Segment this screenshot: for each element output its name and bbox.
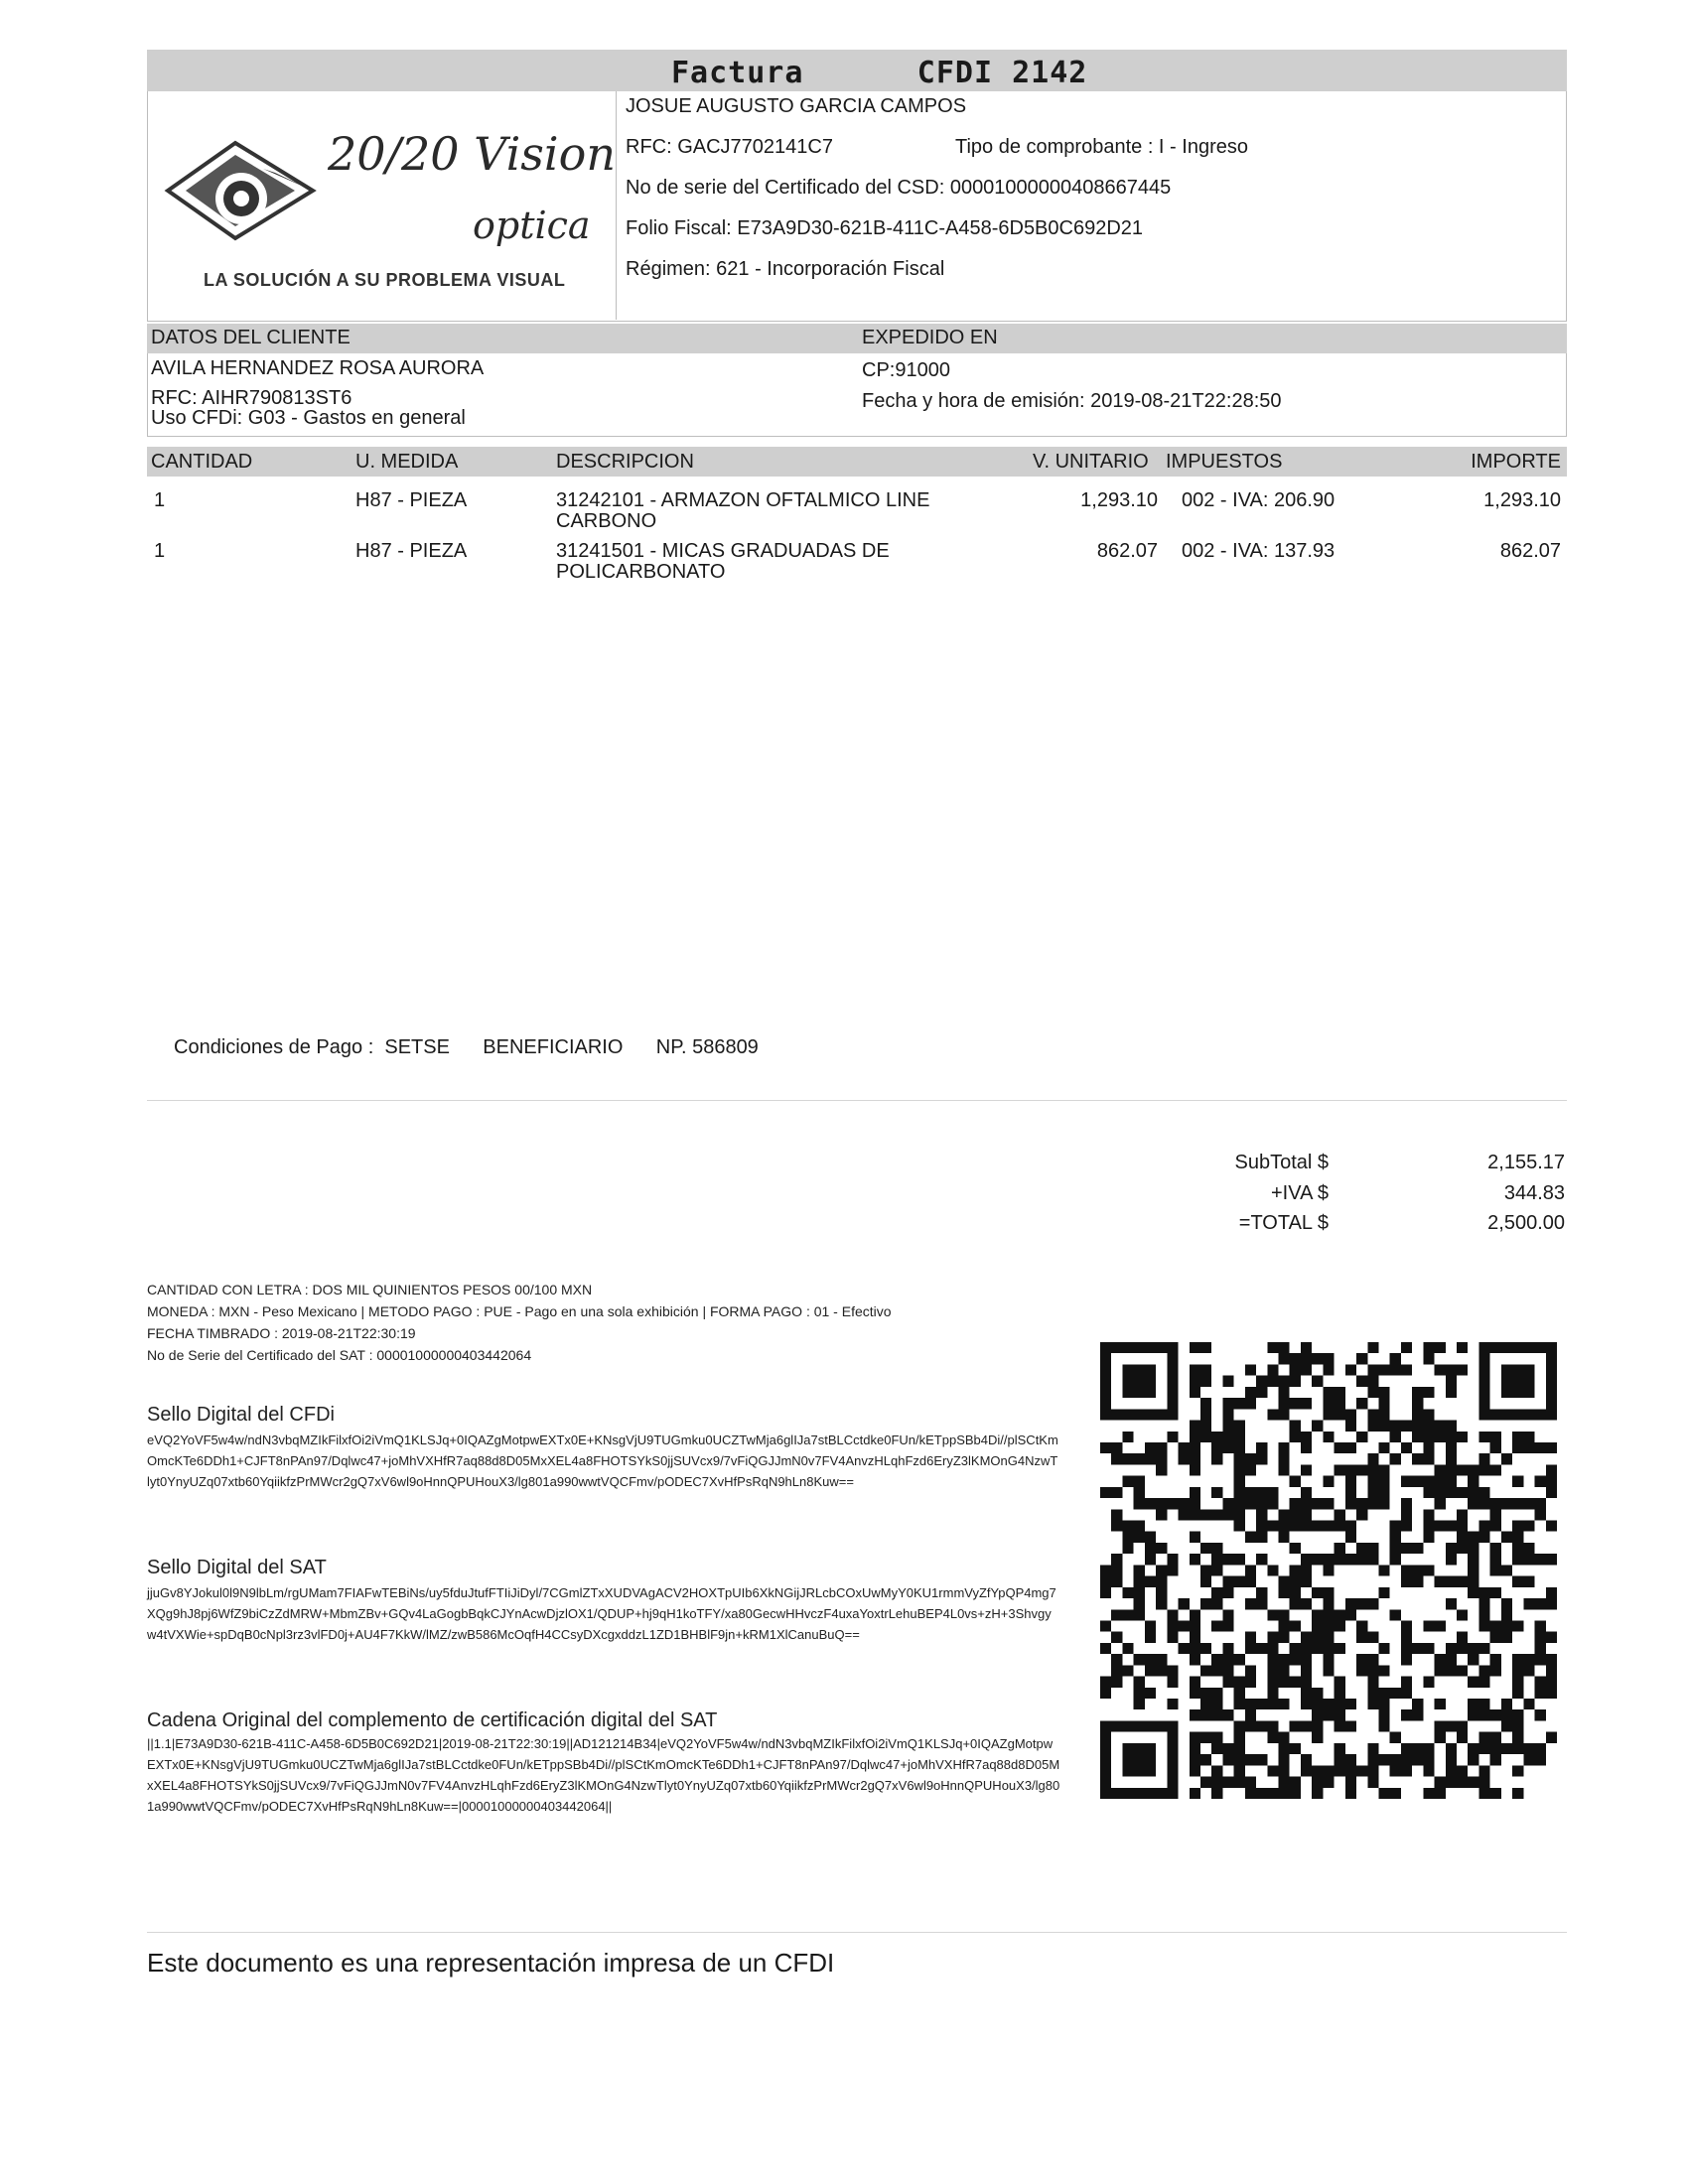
total-value: 2,500.00 <box>1487 1212 1565 1234</box>
subtotal-value: 2,155.17 <box>1487 1152 1565 1173</box>
total-label: =TOTAL $ <box>1238 1212 1329 1234</box>
row1-desc: 31242101 - ARMAZON OFTALMICO LINE <box>556 489 930 511</box>
cadena-value: ||1.1|E73A9D30-621B-411C-A458-6D5B0C692D21|2019-08-21T22:30:19||AD121214B34|eVQ2YoVF5w4w/ndN3vbqMZIkFilxfOi2iVmQ1KLSJq+0IQAZgMotpwEXTx0E+KNsgVjU9TUGmku0UCZTwMja6glIJa7stBLCctdke0FUn/kETppSBb4Di//plSCtKmOmcKTe6DDh1+CJFT8nPAn97/Dqlwc47+joMhVXHfR7aq88d8D05MxXEL4a8FHOTSYkS0jjSUVcx9/7vFiQGJJmN0v7FV4AnvzHLqhFzd6EryZ3lKMOnG4NzwTlyt0YnyUZq07xtb60YqiikfzPrMWcr2gQ7xV6wl9oHnnQPUHouX3/lg801a990wwtVQCFmv/pODEC7XvHfPsRqN9hLn8Kuw==|00001000000403442064|| <box>147 1736 1060 1814</box>
payment-conditions: Condiciones de Pago : SETSE BENEFICIARIO NP. 586809 <box>174 1036 759 1058</box>
qr-code-icon <box>1100 1342 1557 1799</box>
issuer-rfc: RFC: GACJ7702141C7 <box>626 136 833 158</box>
row2-unidad: H87 - PIEZA <box>355 540 468 562</box>
qr-modules <box>1100 1342 1557 1799</box>
col-impuestos: IMPUESTOS <box>1166 451 1283 473</box>
brand-slogan: LA SOLUCIÓN A SU PROBLEMA VISUAL <box>204 270 566 290</box>
iva-label: +IVA $ <box>1270 1182 1329 1204</box>
row1-importe: 1,293.10 <box>1483 489 1561 511</box>
sello-cfdi-value: eVQ2YoVF5w4w/ndN3vbqMZIkFilxfOi2iVmQ1KLSJq+0IQAZgMotpwEXTx0E+KNsgVjU9TUGmku0UCZTwMja6glIJa7stBLCctdke0FUn/kETppSBb4Di//plSCtKmOmcKTe6DDh1+CJFT8nPAn97/Dqlwc47+joMhVXHfR7aq88d8D05MxXEL4a8FHOTSYkS0jjSUVcx9/7vFiQGJJmN0v7FV4AnvzHLqhFzd6EryZ3lKMOnG4NzwTlyt0YnyUZq07xtb60YqiikfzPrMWcr2gQ7xV6wl9oHnnQPUHouX3/lg801a990wwtVQCFmv/pODEC7XvHfPsRqN9hLn8Kuw== <box>147 1433 1058 1489</box>
row1-unitario: 1,293.10 <box>1080 489 1158 511</box>
col-unidad: U. MEDIDA <box>355 451 459 473</box>
client-rfc: RFC: AIHR790813ST6 <box>151 387 352 409</box>
expedido-fecha: Fecha y hora de emisión: 2019-08-21T22:28:50 <box>862 390 1282 412</box>
tipo-comprobante: Tipo de comprobante : I - Ingreso <box>955 136 1248 158</box>
regimen: Régimen: 621 - Incorporación Fiscal <box>626 258 945 280</box>
col-importe: IMPORTE <box>1471 451 1561 473</box>
footer-note: Este documento es una representación impresa de un CFDI <box>147 1948 835 1978</box>
row2-desc-cont: POLICARBONATO <box>556 561 726 583</box>
row2-impuestos: 002 - IVA: 137.93 <box>1182 540 1336 562</box>
brand-name: 20/20 Vision <box>328 127 616 181</box>
separator <box>147 1100 1567 1101</box>
client-header-bar <box>147 324 1567 353</box>
sello-sat-value: jjuGv8YJokul0l9N9lbLm/rgUMam7FIAFwTEBiNs/uy5fduJtufFTIiJiDyl/7CGmlZTxXUDVAgACV2HOXTpUIb6XkNGijJRLcbCOxUwMyY0KU1rmmVyZfYpQP4mg7XQg9hJ8pj6WfZ9biCzZdMRW+MbmZBv+GQv4LaGogbBqkCJYnAcwDjzlOX1/QDUP+hj9qH1koTFY/xa80GecwHHvczF4uxaYoxtrLehuBEP4L0vs+zH+3Shvgyw4tVXWie+spDqB0cNpl3rz3vlFD0j+AU4F7KkW/lMZ/zwB586McOqfH4CCsyDXcgxddzL1ZD1BHBlF9jn+kRM1XlCanuBuQ== <box>147 1585 1056 1642</box>
eye-logo-icon <box>164 129 333 248</box>
sello-cfdi-heading: Sello Digital del CFDi <box>147 1404 335 1426</box>
serie-sat: No de Serie del Certificado del SAT : 00001000000403442064 <box>147 1347 532 1363</box>
row2-cantidad: 1 <box>154 540 166 562</box>
client-heading: DATOS DEL CLIENTE <box>151 327 351 348</box>
client-name: AVILA HERNANDEZ ROSA AURORA <box>151 357 485 379</box>
client-uso-cfdi: Uso CFDi: G03 - Gastos en general <box>151 407 466 429</box>
row1-desc-cont: CARBONO <box>556 510 657 532</box>
row1-cantidad: 1 <box>154 489 166 511</box>
fecha-timbrado: FECHA TIMBRADO : 2019-08-21T22:30:19 <box>147 1325 416 1341</box>
folio-fiscal: Folio Fiscal: E73A9D30-621B-411C-A458-6D5B0C692D21 <box>626 217 1144 239</box>
row2-importe: 862.07 <box>1499 540 1561 562</box>
col-descripcion: DESCRIPCION <box>556 451 694 473</box>
iva-value: 344.83 <box>1503 1182 1565 1204</box>
header-divider <box>616 91 617 320</box>
row2-desc: 31241501 - MICAS GRADUADAS DE <box>556 540 890 562</box>
invoice-title: Factura CFDI 2142 <box>671 56 1088 90</box>
brand-subname: optica <box>473 204 591 247</box>
subtotal-label: SubTotal $ <box>1234 1152 1329 1173</box>
row2-unitario: 862.07 <box>1096 540 1158 562</box>
issuer-name: JOSUE AUGUSTO GARCIA CAMPOS <box>626 95 967 117</box>
row1-impuestos: 002 - IVA: 206.90 <box>1182 489 1336 511</box>
moneda-metodo: MONEDA : MXN - Peso Mexicano | METODO PAGO : PUE - Pago en una sola exhibición | FORMA PAGO : 01 - Efectivo <box>147 1303 892 1319</box>
expedido-cp: CP:91000 <box>862 359 950 381</box>
row1-unidad: H87 - PIEZA <box>355 489 468 511</box>
col-cantidad: CANTIDAD <box>151 451 253 473</box>
cantidad-letra: CANTIDAD CON LETRA : DOS MIL QUINIENTOS PESOS 00/100 MXN <box>147 1282 593 1297</box>
sello-sat-heading: Sello Digital del SAT <box>147 1557 327 1578</box>
expedido-heading: EXPEDIDO EN <box>862 327 998 348</box>
col-unitario: V. UNITARIO <box>1033 451 1149 473</box>
footer-separator <box>147 1932 1567 1933</box>
cadena-heading: Cadena Original del complemento de certificación digital del SAT <box>147 1709 718 1731</box>
serie-csd: No de serie del Certificado del CSD: 00001000000408667445 <box>626 177 1172 199</box>
